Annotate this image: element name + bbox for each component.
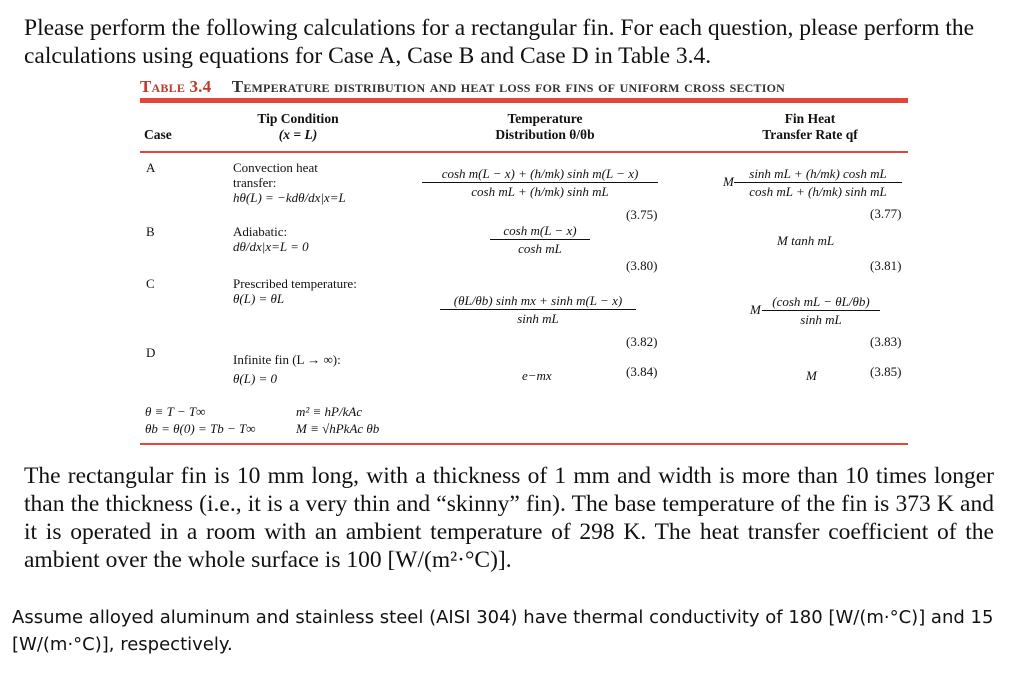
row-a-rate-denominator: cosh mL + (h/mk) sinh mL [749, 184, 887, 199]
row-c-case: C [146, 276, 155, 291]
def-theta-b: θb = θ(0) = Tb − T∞ [145, 421, 256, 436]
def-theta: θ ≡ T − T∞ [145, 404, 206, 419]
row-b-tip [233, 224, 433, 254]
table-top-rule [140, 98, 908, 103]
row-d-temp-expr: e−mx [522, 368, 552, 383]
row-b-temp-numerator: cosh m(L − x) [490, 222, 590, 240]
row-d-rate-expr: M [806, 368, 817, 383]
header-rate-line1: Fin Heat [784, 111, 836, 126]
row-a-tip-line2: transfer: [233, 175, 277, 190]
def-m-squared: m² ≡ hP/kAc [296, 404, 363, 419]
row-d-temp-eq: (3.84) [626, 364, 658, 379]
row-d-case: D [146, 345, 156, 360]
row-a-temp-denominator: cosh mL + (h/mk) sinh mL [471, 184, 609, 199]
table-bottom-rule [140, 443, 908, 445]
row-b-temp-eq: (3.80) [626, 258, 658, 273]
row-a-temp-numerator: cosh m(L − x) + (h/mk) sinh m(L − x) [422, 165, 658, 183]
row-c-tip-line2: θ(L) = θL [233, 291, 285, 306]
header-temp-line2: Distribution θ/θb [495, 127, 595, 142]
row-c-temp-numerator: (θL/θb) sinh mx + sinh m(L − x) [440, 292, 636, 310]
table-header-rule [140, 151, 908, 153]
row-b-case: B [146, 224, 155, 239]
row-a-temp-fraction [422, 165, 658, 200]
assumption-note: Assume alloyed aluminum and stainless steel (AISI 304) have thermal conductivity of 180 [W/(m·°C)] and 15 [W/(m·°C)], respectively. [12, 607, 994, 655]
row-a-tip-line1: Convection heat [233, 160, 318, 175]
defs-theta [145, 403, 255, 437]
row-a-tip [233, 160, 433, 205]
row-c-rate-numerator: (cosh mL − θL/θb) [762, 293, 880, 311]
header-case: Case [144, 127, 172, 142]
row-c-temp-fraction [440, 292, 636, 327]
header-heat-rate [735, 111, 885, 143]
row-d-rate-eq: (3.85) [870, 364, 902, 379]
header-tip-line1: Tip Condition [257, 111, 339, 126]
intro-paragraph: Please perform the following calculations for a rectangular fin. For each question, please perform the calculations using equations for Case A, Case B and Case D in Table 3.4. [24, 15, 975, 69]
problem-paragraph: The rectangular fin is 10 mm long, with a thickness of 1 mm and width is more than 10 times longer than the thickness (i.e., it is a very thin and “skinny” fin). The base temperature of the fin is 373 K and it is operated in a room with an ambient temperature of 298 K. The heat transfer coefficient of the ambient over the whole surface is 100 [W/(m²·°C)]. [24, 463, 994, 573]
row-c-temp-eq: (3.82) [626, 334, 658, 349]
row-d-tip-line1: Infinite fin (L → ∞): [233, 352, 341, 367]
row-b-tip-line1: Adiabatic: [233, 224, 288, 239]
row-c-temp-denominator: sinh mL [517, 311, 559, 326]
row-c-rate-eq: (3.83) [870, 334, 902, 349]
row-c-tip-line1: Prescribed temperature: [233, 276, 357, 291]
header-rate-line2: Transfer Rate qf [762, 127, 858, 142]
def-capital-m: M ≡ √hPkAc θb [296, 421, 380, 436]
table-number: Table 3.4 [140, 77, 212, 96]
row-a-temp-eq: (3.75) [626, 207, 658, 222]
row-a-rate-eq: (3.77) [870, 206, 902, 221]
row-a-tip-line3: hθ(L) = −kdθ/dx|x=L [233, 190, 346, 205]
row-a-case: A [146, 160, 156, 175]
row-b-rate-expr: M tanh mL [777, 233, 835, 248]
row-b-temp-denominator: cosh mL [518, 241, 562, 256]
row-b-tip-line2: dθ/dx|x=L = 0 [233, 239, 309, 254]
row-a-rate-prefix: M [723, 174, 734, 189]
row-b-temp-fraction [490, 222, 590, 257]
row-c-rate-denominator: sinh mL [800, 312, 842, 327]
row-c-tip [233, 276, 433, 306]
defs-m [296, 403, 379, 437]
header-tip-condition [228, 111, 368, 143]
table-title: Temperature distribution and heat loss for fins of uniform cross section [231, 77, 785, 96]
row-a-rate-fraction [734, 165, 902, 200]
row-d-tip [233, 350, 433, 388]
row-c-rate-prefix: M [750, 302, 761, 317]
header-temp-line1: Temperature [507, 111, 583, 126]
row-a-rate-numerator: sinh mL + (h/mk) cosh mL [734, 165, 902, 183]
header-temperature [460, 111, 630, 143]
header-tip-line2: (x = L) [278, 127, 318, 142]
row-d-tip-line2: θ(L) = 0 [233, 371, 278, 386]
row-b-rate-eq: (3.81) [870, 258, 902, 273]
table-caption [140, 77, 785, 97]
row-c-rate-fraction [762, 293, 880, 328]
